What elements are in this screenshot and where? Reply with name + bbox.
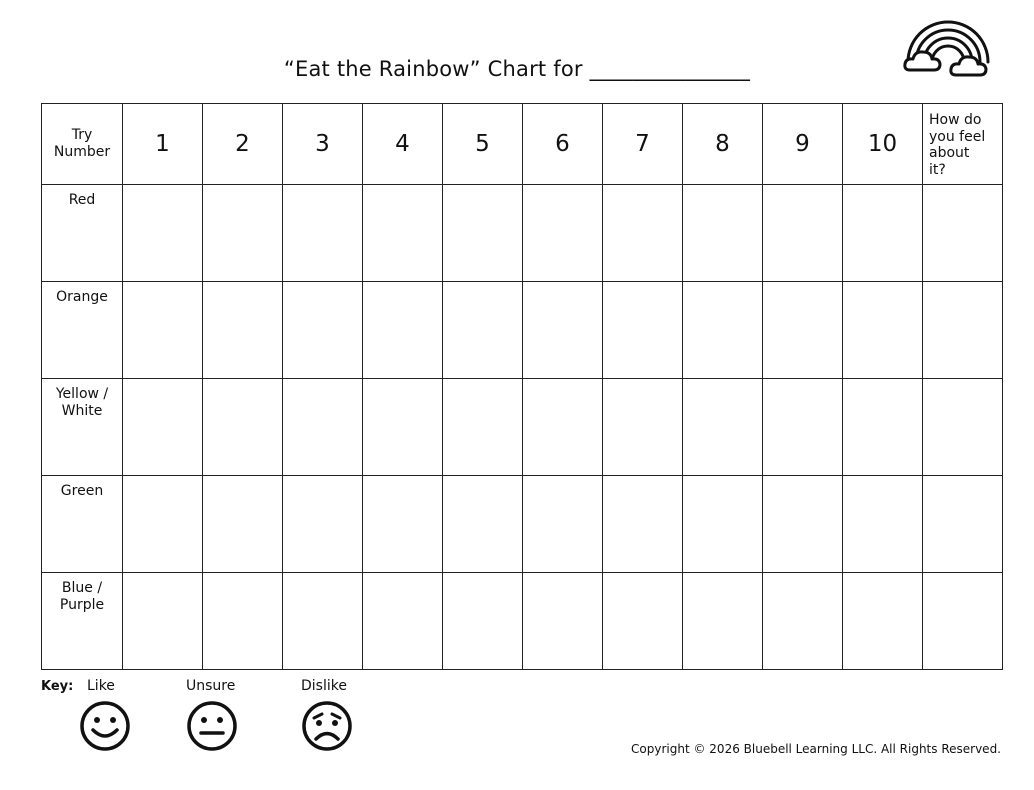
try-cell (763, 379, 843, 476)
feel-header-line: How do (929, 112, 982, 128)
try-cell (363, 379, 443, 476)
try-cell (283, 379, 363, 476)
try-cell (843, 379, 923, 476)
try-cell (523, 282, 603, 379)
try-cell (763, 282, 843, 379)
try-number-8: 8 (683, 104, 763, 185)
try-number-header (42, 104, 123, 185)
smiley-face-icon (79, 700, 131, 752)
key-label: Key: (41, 679, 74, 694)
try-cell (523, 573, 603, 670)
feeling-cell (923, 573, 1003, 670)
try-cell (603, 476, 683, 573)
try-cell (763, 185, 843, 282)
try-cell (283, 282, 363, 379)
try-number-header-line: Number (53, 144, 111, 160)
feeling-cell (923, 185, 1003, 282)
like-label: Like (87, 678, 115, 694)
try-cell (203, 185, 283, 282)
try-cell (683, 282, 763, 379)
try-number-6: 6 (523, 104, 603, 185)
frowning-face-icon (301, 700, 353, 752)
feeling-cell (923, 379, 1003, 476)
row-label-line: Green (60, 483, 104, 499)
color-row (42, 185, 1003, 282)
row-label-line: Red (68, 192, 96, 208)
try-cell (443, 573, 523, 670)
row-label-line: White (61, 402, 103, 419)
row-label-line: Purple (59, 596, 105, 613)
neutral-face-icon (186, 700, 238, 752)
try-cell (443, 185, 523, 282)
row-label-line: Orange (56, 289, 108, 305)
rainbow-chart-table (41, 103, 1003, 670)
try-cell (443, 379, 523, 476)
try-cell (123, 185, 203, 282)
try-cell (283, 476, 363, 573)
feel-header-line: you feel (929, 128, 986, 145)
try-number-4: 4 (363, 104, 443, 185)
try-number-2: 2 (203, 104, 283, 185)
try-cell (523, 379, 603, 476)
try-cell (843, 573, 923, 670)
try-cell (443, 476, 523, 573)
try-cell (203, 282, 283, 379)
try-cell (603, 573, 683, 670)
try-cell (363, 476, 443, 573)
try-cell (683, 573, 763, 670)
feel-header (923, 104, 1003, 185)
unsure-label: Unsure (186, 678, 236, 694)
row-label (42, 573, 123, 670)
color-row (42, 573, 1003, 670)
try-cell (603, 379, 683, 476)
feeling-cell (923, 476, 1003, 573)
try-cell (363, 573, 443, 670)
try-cell (683, 379, 763, 476)
color-row (42, 379, 1003, 476)
try-cell (843, 282, 923, 379)
try-cell (443, 282, 523, 379)
page-title: “Eat the Rainbow” Chart for _______________ (283, 57, 751, 81)
try-cell (363, 282, 443, 379)
try-cell (283, 573, 363, 670)
row-label-line: Yellow / (55, 386, 109, 402)
try-cell (203, 379, 283, 476)
try-number-10: 10 (843, 104, 923, 185)
try-number-1: 1 (123, 104, 203, 185)
row-label (42, 185, 123, 282)
try-number-3: 3 (283, 104, 363, 185)
try-cell (363, 185, 443, 282)
try-cell (843, 185, 923, 282)
try-cell (523, 185, 603, 282)
feeling-cell (923, 282, 1003, 379)
row-label (42, 379, 123, 476)
try-cell (683, 476, 763, 573)
try-number-header-line: Try (71, 127, 93, 143)
try-number-9: 9 (763, 104, 843, 185)
copyright-notice: Copyright © 2026 Bluebell Learning LLC. All Rights Reserved. (631, 742, 1001, 756)
color-row (42, 476, 1003, 573)
color-row (42, 282, 1003, 379)
try-number-7: 7 (603, 104, 683, 185)
try-cell (603, 282, 683, 379)
try-cell (203, 573, 283, 670)
try-cell (603, 185, 683, 282)
try-cell (123, 379, 203, 476)
try-cell (683, 185, 763, 282)
try-cell (523, 476, 603, 573)
row-label-line: Blue / (61, 580, 103, 596)
feel-header-line: about (929, 145, 970, 161)
dislike-label: Dislike (301, 678, 347, 694)
try-cell (763, 573, 843, 670)
row-label (42, 282, 123, 379)
rainbow-icon (902, 20, 994, 78)
row-label (42, 476, 123, 573)
try-cell (763, 476, 843, 573)
feel-header-line: it? (929, 161, 946, 178)
try-cell (123, 476, 203, 573)
try-cell (123, 573, 203, 670)
try-cell (123, 282, 203, 379)
try-number-5: 5 (443, 104, 523, 185)
header-row (42, 104, 1003, 185)
try-cell (203, 476, 283, 573)
try-cell (283, 185, 363, 282)
try-cell (843, 476, 923, 573)
